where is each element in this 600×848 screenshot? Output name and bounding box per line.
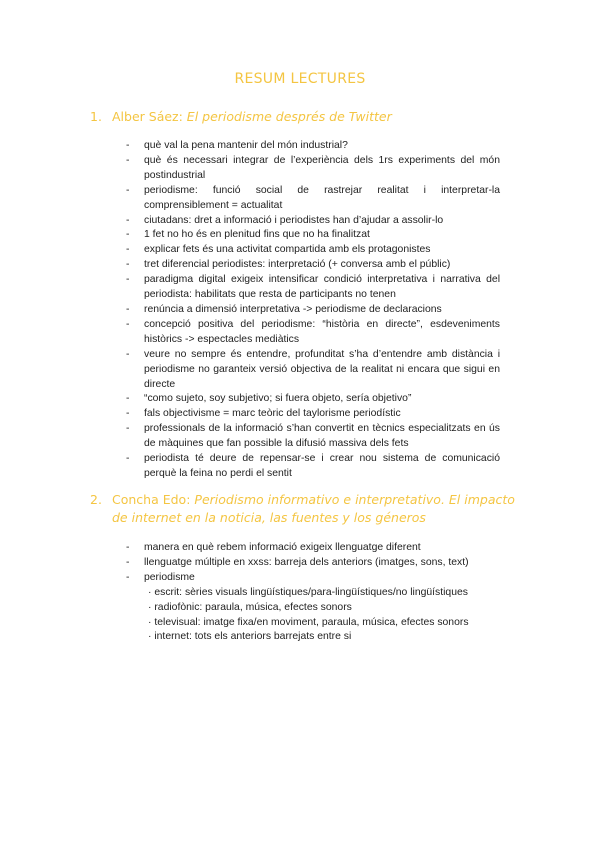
- list-item-text: paradigma digital exigeix intensificar condició interpretativa i narrativa del periodista: habilitats que resta de participants no tenen: [144, 274, 500, 301]
- list-item-text: manera en què rebem informació exigeix llenguatge diferent: [144, 542, 421, 553]
- section-work: Periodismo informativo e interpretativo. El impacto de internet en la noticia, las fuentes y los géneros: [112, 492, 515, 525]
- list-item-text: periodista té deure de repensar-se i crear nou sistema de comunicació perquè la feina no perdi el sentit: [144, 453, 500, 479]
- section-heading-2: [90, 491, 530, 527]
- list-item: [126, 422, 500, 452]
- section-number: 1.: [90, 109, 102, 124]
- list-item: [126, 139, 500, 154]
- list-bullet: -: [126, 453, 130, 465]
- list-bullet: -: [126, 244, 130, 256]
- list-item-text: “como sujeto, soy subjetivo; si fuera objeto, sería objetivo”: [144, 393, 412, 405]
- list-bullet: -: [126, 140, 130, 151]
- list-bullet: -: [126, 229, 130, 241]
- list-item: [126, 184, 500, 214]
- list-item: [126, 452, 500, 482]
- list-bullet: -: [126, 154, 130, 166]
- section-1-list: [126, 139, 500, 482]
- list-bullet: -: [126, 393, 130, 405]
- sub-list-item: · televisual: imatge fixa/en moviment, paraula, música, efectes sonors: [148, 616, 469, 628]
- sub-list-item: · escrit: sèries visuals lingüístiques/para-lingüístiques/no lingüístiques: [148, 586, 468, 598]
- page-title: RESUM LECTURES: [234, 71, 366, 87]
- list-bullet: -: [126, 556, 130, 568]
- section-number: 2.: [90, 492, 102, 507]
- list-item: [126, 556, 500, 571]
- list-item-text: concepció positiva del periodisme: “història en directe”, esdeveniments històrics -> espectacles mediàtics: [144, 318, 500, 345]
- list-item: [126, 303, 500, 318]
- section-work: El periodisme després de Twitter: [186, 109, 392, 124]
- sub-list-item: · radiofònic: paraula, música, efectes sonors: [148, 601, 352, 613]
- list-item-text: periodisme: [144, 571, 195, 583]
- list-item-text: renúncia a dimensió interpretativa -> periodisme de declaracions: [144, 303, 442, 315]
- list-item-text: tret diferencial periodistes: interpretació (+ conversa amb el públic): [144, 259, 451, 271]
- list-item: [126, 348, 500, 393]
- list-item: [126, 228, 500, 243]
- list-item: [126, 154, 500, 184]
- list-item-text: professionals de la informació s’han convertit en tècnics especialitzats en ús de màquines que fan possible la difusió massiva dels fets: [144, 423, 500, 450]
- list-bullet: -: [126, 542, 130, 553]
- list-item: [126, 318, 500, 348]
- sub-list: [144, 586, 500, 646]
- list-item: [126, 258, 500, 273]
- list-item: [126, 541, 500, 556]
- list-item-text: explicar fets és una activitat compartida amb els protagonistes: [144, 244, 431, 256]
- list-item-text: fals objectivisme = marc teòric del taylorisme periodístic: [144, 408, 401, 420]
- list-item-text: què és necessari integrar de l’experiència dels 1rs experiments del món postindustrial: [144, 154, 500, 181]
- list-bullet: -: [126, 214, 130, 226]
- list-item: [126, 214, 500, 229]
- list-item-text: ciutadans: dret a informació i periodistes han d’ajudar a assolir-lo: [144, 214, 444, 226]
- list-bullet: -: [126, 259, 130, 271]
- section-2-list: [126, 541, 500, 645]
- list-item: [126, 273, 500, 303]
- list-bullet: -: [126, 571, 130, 583]
- list-item: [126, 571, 500, 646]
- list-bullet: -: [126, 318, 130, 330]
- list-bullet: -: [126, 423, 130, 435]
- section-author: Concha Edo:: [112, 492, 195, 507]
- section-heading-1: [90, 108, 530, 126]
- list-item-text: què val la pena mantenir del món industrial?: [144, 140, 348, 151]
- list-item: [126, 243, 500, 258]
- list-bullet: -: [126, 303, 130, 315]
- list-item-text: periodisme: funció social de rastrejar realitat i interpretar-la comprensiblement = actualitat: [144, 184, 500, 211]
- list-item: [126, 392, 500, 407]
- list-item-text: veure no sempre és entendre, profunditat s’ha d’entendre amb distància i periodisme no garanteix versió objectiva de la realitat ni encara que sigui en directe: [144, 348, 500, 390]
- list-bullet: -: [126, 348, 130, 360]
- list-bullet: -: [126, 184, 130, 196]
- list-bullet: -: [126, 408, 130, 420]
- list-item: [126, 407, 500, 422]
- list-item-text: 1 fet no ho és en plenitud fins que no ha finalitzat: [144, 229, 370, 241]
- sub-list-item: · internet: tots els anteriors barrejats entre si: [148, 631, 352, 643]
- list-item-text: llenguatge múltiple en xxss: barreja dels anteriors (imatges, sons, text): [144, 556, 469, 568]
- list-bullet: -: [126, 274, 130, 286]
- section-author: Alber Sáez:: [112, 109, 187, 124]
